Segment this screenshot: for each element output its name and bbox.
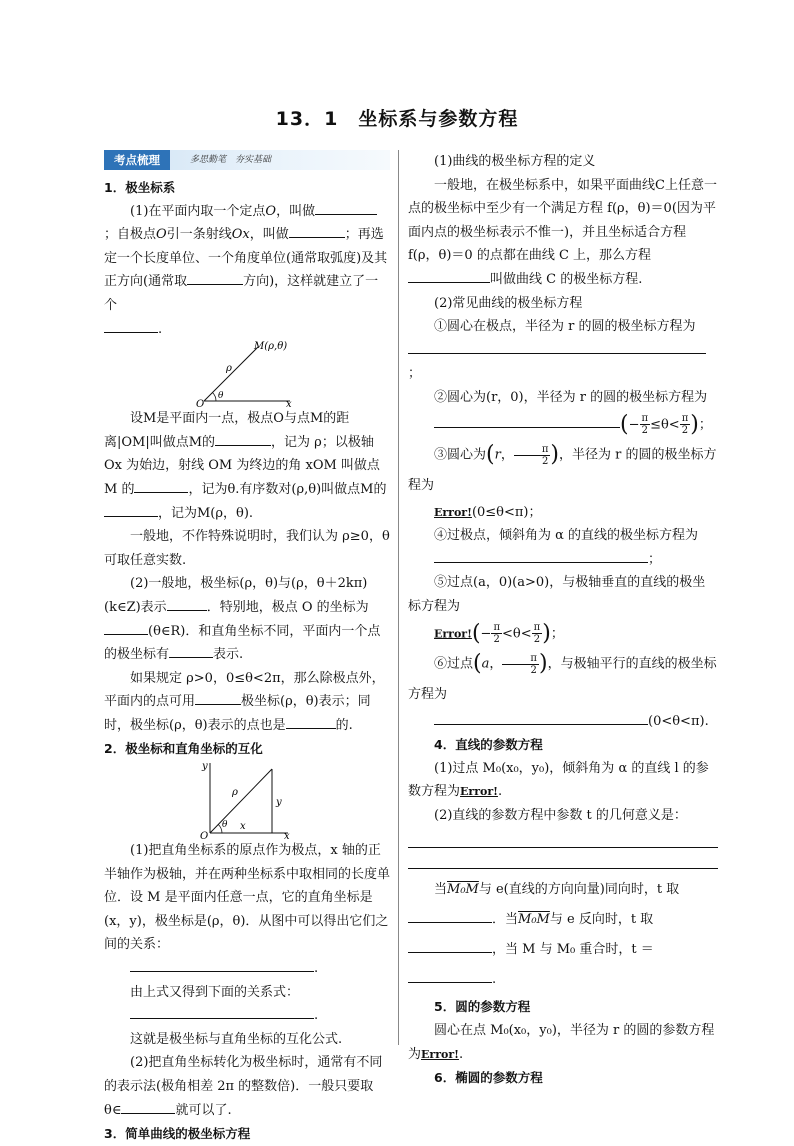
paragraph-circle-param: 圆心在点 M₀(x₀，y₀)，半径为 r 的圆的参数方程为Error!.: [408, 1023, 715, 1062]
error-field: Error!: [421, 1047, 459, 1061]
text: ．当: [492, 912, 519, 928]
text: O: [265, 203, 277, 219]
label-y-length: y: [276, 797, 282, 809]
answer-line: (− $\frac{\pi}{2}$ ≤θ< $\frac{\pi}{2}$ )；: [408, 410, 718, 441]
text: (2)把直角坐标转化为极坐标时，通常有不同的表示法(极角相差 2π 的整数倍)．一般只要取θ∈: [104, 1055, 383, 1118]
banner-slogan: 多思勤笔 夯实基础: [190, 155, 272, 165]
label-m: M(ρ,θ): [254, 341, 288, 353]
paragraph-t-sign: 当M₀M与 e(直线的方向向量)同向时，t 取 ．当M₀M与 e 反向时，t 取 ，当 M 与 M₀ 重合时，t ＝ .: [408, 875, 718, 995]
answer-line: [408, 848, 718, 869]
paragraph-formula-note: 这就是极坐标与直角坐标的互化公式.: [130, 1031, 343, 1047]
heading-ellipse-param: 6．椭圆的参数方程: [434, 1070, 543, 1086]
text: r: [494, 447, 501, 463]
text: 叫做曲线 C 的极坐标方程.: [490, 271, 643, 287]
label-rho: ρ: [226, 363, 232, 375]
text: ，与极轴平行的直线的极坐标方程为: [408, 656, 717, 702]
fill-blank: [408, 268, 490, 283]
paragraph-angle-range: [104, 1051, 390, 1122]
heading-simple-curves: 3．简单曲线的极坐标方程: [104, 1126, 251, 1142]
text: O: [156, 227, 167, 243]
label-theta: θ: [222, 820, 228, 831]
text: ，记为θ.有序数对(ρ,θ)叫做点M的: [188, 481, 387, 497]
paragraph-conversion: (1)把直角坐标系的原点作为极点，x 轴的正半轴作为极轴，并在两种坐标系中取相同的长度单位．设 M 是平面内任意一点，它的直角坐标是(x，y)，极坐标是(ρ，θ)．从图中可以得出它们之间的关系：: [104, 843, 391, 953]
text: ，当 M 与 M₀ 重合时，t ＝: [492, 942, 654, 958]
fill-blank: [434, 413, 620, 428]
fill-blank: [187, 270, 243, 285]
text: 如果规定 ρ>0，0≤θ<2π，那么除极点外，平面内的点可用: [104, 670, 385, 710]
fill-blank: [134, 478, 188, 493]
heading-circle-param: 5．圆的参数方程: [434, 999, 531, 1015]
fill-blank: [167, 596, 207, 611]
answer-line: ；: [408, 548, 718, 572]
fill-blank: [104, 620, 148, 635]
vector: M₀M: [518, 912, 550, 928]
heading-line-param: 4．直线的参数方程: [434, 737, 543, 753]
fill-blank: [286, 714, 336, 729]
paren: ): [538, 651, 548, 676]
fill-blank: [434, 548, 648, 563]
fill-blank: [434, 710, 648, 725]
numerator: π: [533, 622, 541, 633]
item-line-vertical: ⑤过点(a，0)(a>0)，与极轴垂直的直线的极坐标方程为: [408, 575, 706, 614]
fill-blank: [121, 1099, 175, 1114]
angle-arc: [213, 393, 217, 402]
fill-blank: [104, 318, 158, 333]
answer-line: .: [104, 957, 390, 981]
label-x: x: [286, 399, 292, 408]
denominator: 2: [493, 634, 500, 645]
text: 当: [434, 882, 448, 898]
paragraph-curve-def: [408, 174, 718, 292]
error-field: Error!: [460, 785, 498, 799]
paragraph-convention: 一般地，不作特殊说明时，我们认为 ρ≥0，θ可取任意实数.: [104, 529, 390, 568]
text: ，叫做: [276, 203, 316, 219]
fill-blank: [104, 502, 158, 517]
answer-line: ；: [408, 339, 718, 386]
denominator: 2: [533, 634, 541, 645]
fill-blank: [408, 968, 492, 983]
text: (2)一般地，极坐标(ρ，θ)与(ρ，θ＋2kπ)(k∈Z)表示: [104, 576, 368, 615]
fraction: [502, 653, 539, 676]
fill-blank: [289, 223, 345, 238]
text: <θ<: [502, 626, 532, 641]
fraction: [491, 622, 502, 645]
paragraph-t-meaning: (2)直线的参数方程中参数 t 的几何意义是：: [434, 807, 687, 823]
column-divider: [398, 150, 399, 1045]
paren: ): [550, 442, 560, 468]
text: −: [480, 626, 492, 641]
text: ；自极点: [104, 227, 157, 243]
text: ．特别地，极点 O 的坐标为: [206, 599, 369, 615]
paragraph-inverse: 由上式又得到下面的关系式：: [130, 984, 300, 1000]
label-x-axis: x: [284, 831, 290, 840]
text: −: [628, 417, 640, 433]
text: (0≤θ<π)；: [471, 504, 542, 520]
fill-blank: [408, 908, 492, 923]
text: ；再选定一个长度单位、一个角度单位(通常取弧度)及其正方向(通常取: [104, 227, 388, 290]
text: 就可以了.: [175, 1102, 232, 1118]
polar-diagram: [104, 341, 390, 407]
rect-polar-diagram: [104, 761, 390, 839]
paren: ): [690, 411, 699, 437]
fraction: [532, 622, 543, 645]
text: 引一条射线: [166, 227, 232, 243]
item-line-parallel: ⑥过点(a， $\frac{\pi}{2}$ )，与极轴平行的直线的极坐标方程为: [408, 651, 717, 702]
text: 极坐标(ρ，θ)表示；同时，极坐标(ρ，θ)表示的点也是: [104, 694, 371, 733]
paren: (: [473, 651, 482, 676]
answer-line: [408, 501, 718, 525]
text: (1)在平面内取一个定点: [130, 203, 266, 219]
text: 设M是平面内一点，极点O与点M的距离|OM|叫做点M的: [104, 411, 350, 450]
fill-blank: [408, 339, 706, 354]
denominator: 2: [681, 425, 689, 437]
paragraph-unique: [104, 667, 390, 738]
text: Ox: [231, 227, 250, 243]
label-o: O: [200, 831, 209, 840]
fill-blank: [130, 1004, 314, 1019]
numerator: π: [493, 622, 501, 633]
fraction: [680, 413, 691, 436]
answer-line: [408, 710, 718, 734]
text: 与 e 反向时，t 取: [549, 912, 654, 928]
answer-line: Error!(− $\frac{\pi}{2}$ <θ< $\frac{\pi}{2}$ )；: [434, 620, 564, 646]
fill-blank: [169, 643, 213, 658]
label-theta: θ: [218, 391, 224, 402]
item-line-pole: ④过极点，倾斜角为 α 的直线的极坐标方程为: [434, 528, 699, 544]
label-o: O: [196, 399, 205, 408]
error-field: Error!: [434, 627, 472, 640]
heading-conversion: 2．极坐标和直角坐标的互化: [104, 741, 263, 757]
left-column: [104, 150, 390, 1146]
text: (θ∈R)．和直角坐标不同，平面内一个点的极坐标有: [104, 623, 381, 663]
item-circle-pole: ①圆心在极点，半径为 r 的圆的极坐标方程为: [434, 319, 696, 335]
fill-blank: [215, 431, 271, 446]
right-column: [408, 150, 718, 1090]
fill-blank: [195, 690, 241, 705]
text: 的.: [335, 717, 353, 733]
text: ，记为M(ρ，θ).: [158, 505, 254, 521]
text: (0<θ<π).: [648, 713, 709, 729]
denominator: 2: [530, 664, 537, 676]
denominator: 2: [641, 425, 648, 437]
text: ≤θ<: [650, 417, 680, 433]
text: ，记为 ρ；以极轴 Ox 为始边，射线 OM 为终边的角 xOM 叫做点 M 的: [104, 434, 380, 497]
paren: (: [486, 442, 495, 468]
section-banner: [104, 150, 390, 170]
fill-blank: [315, 200, 377, 215]
numerator: π: [502, 653, 539, 665]
text: a: [481, 656, 490, 672]
paragraph-polar-coords: [104, 407, 390, 525]
text: 方向)，这样就建立了一个: [104, 274, 379, 313]
paren: (: [471, 620, 481, 646]
denominator: 2: [541, 455, 549, 467]
paragraph-line-param: (1)过点 M₀(x₀，y₀)，倾斜角为 α 的直线 l 的参数方程为Error!.: [408, 760, 709, 800]
text: .: [158, 321, 163, 337]
heading-polar-system: 1．极坐标系: [104, 180, 176, 195]
text: (1)过点 M₀(x₀，y₀)，倾斜角为 α 的直线 l 的参数方程为: [408, 760, 709, 800]
numerator: π: [641, 413, 649, 425]
text: 一般地，在极坐标系中，如果平面曲线C上任意一点的极坐标中至少有一个满足方程 f(ρ，θ)＝0(因为平面内点的极坐标表示不惟一)，并且坐标适合方程 f(ρ，θ)＝0 的点都在曲线 C 上，那么方程: [408, 177, 717, 264]
paragraph-curve-def-title: (1)曲线的极坐标方程的定义: [434, 154, 596, 169]
vector: M₀M: [447, 882, 479, 898]
answer-line: .: [104, 1004, 390, 1028]
paragraph-common-curves: (2)常见曲线的极坐标方程: [434, 295, 583, 311]
page-title: 13．1 坐标系与参数方程: [275, 108, 519, 130]
numerator: π: [681, 413, 689, 425]
text: ，半径为 r 的圆的极坐标方程为: [408, 447, 717, 493]
item-circle-r-half-pi: ③圆心为(r， $\frac{\pi}{2}$ )，半径为 r 的圆的极坐标方程为: [408, 442, 717, 493]
fraction: [640, 413, 651, 436]
label-x-length: x: [240, 821, 246, 833]
item-circle-r0: ②圆心为(r，0)，半径为 r 的圆的极坐标方程为: [434, 389, 708, 405]
fraction: [514, 444, 551, 467]
text: 圆心在点 M₀(x₀，y₀)，半径为 r 的圆的参数方程为: [408, 1023, 715, 1062]
text: ，叫做: [249, 227, 289, 243]
label-y-axis: y: [202, 761, 208, 773]
text: 表示.: [213, 647, 244, 663]
ray-om: [204, 347, 258, 401]
paragraph-polar-def: [104, 200, 390, 342]
banner-tag: 考点梳理: [104, 150, 170, 170]
paren: (: [620, 411, 629, 437]
fill-blank: [130, 957, 314, 972]
error-field: Error!: [434, 505, 472, 519]
paragraph-equivalence: [104, 572, 390, 666]
text: ③圆心为: [434, 447, 487, 463]
text: ⑥过点: [434, 656, 474, 672]
paren: ): [542, 620, 551, 646]
label-rho: ρ: [232, 787, 238, 799]
text: 与 e(直线的方向向量)同向时，t 取: [478, 882, 680, 898]
fill-blank: [408, 938, 492, 953]
numerator: π: [514, 444, 551, 456]
answer-line: [408, 827, 718, 848]
